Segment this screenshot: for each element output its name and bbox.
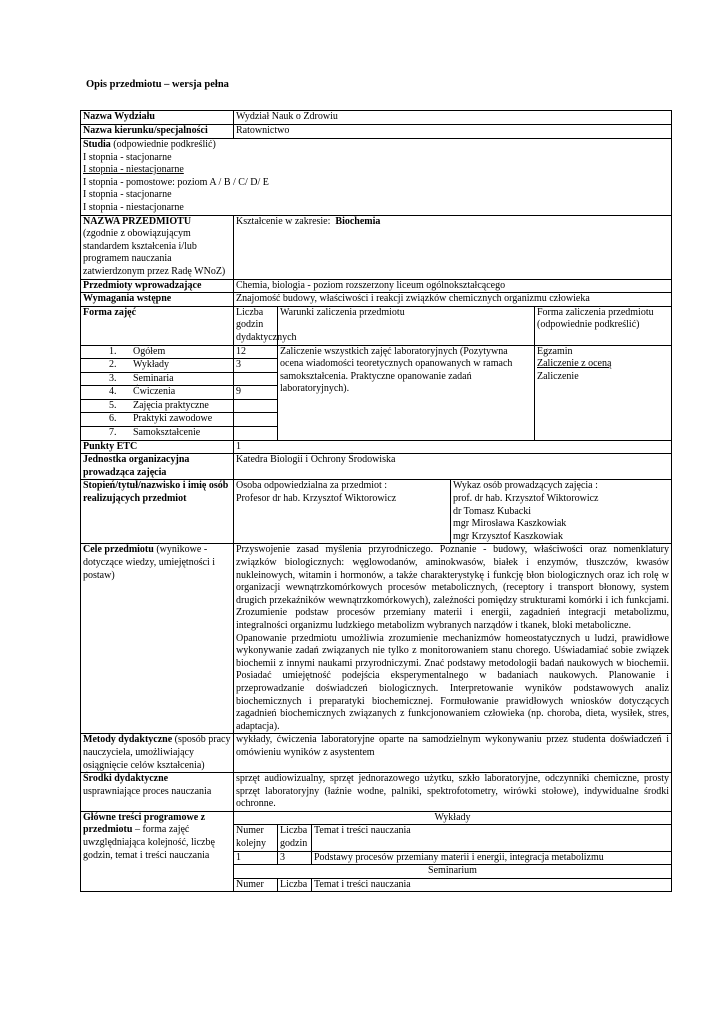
form-row-num: 6. [109,413,117,425]
forms-label: Forma zajęć [81,306,234,345]
studies-line: I stopnia - stacjonarne [83,189,172,201]
unit-label: Jednostka organizacyjna prowadząca zajęcia [81,454,234,480]
subject-name: Biochemia [335,215,381,227]
form-row-label: Ćwiczenia [133,386,176,398]
prereq-value: Chemia, biologia - poziom rozszerzony liceum ogólnokształcącego [234,279,672,293]
studies-line: I stopnia - stacjonarne [83,151,172,163]
staff-member: mgr Mirosława Kaszkowiak [453,518,567,530]
goals-cell [234,544,672,734]
lecture-topic: Podstawy procesów przemiany materii i energii, integracja metabolizmu [312,851,672,865]
col-topic-header: Temat i treści nauczania [312,878,672,892]
form-row-name [81,386,234,400]
unit-value: Katedra Biologii i Ochrony Środowiska [234,454,672,480]
form-row-hours [234,372,278,386]
aids-label-cell [81,773,234,812]
form-row-hours: 12 [234,345,278,359]
staff-label: Stopień/tytuł/nazwisko i imię osób realizujących przedmiot [81,480,234,544]
form-row-label: Samokształcenie [133,427,201,439]
subject-prefix: Kształcenie w zakresie: [236,215,331,227]
subject-label-cell [81,215,234,279]
form-row-name [81,345,234,359]
form-row-name [81,427,234,441]
content-label-cell [81,811,234,892]
studies-line-selected: I stopnia - niestacjonarne [83,164,184,176]
form-row-num: 7. [109,427,117,439]
type-pass: Zaliczenie [537,370,579,382]
form-row-num: 5. [109,399,117,411]
col-hours-header: Liczba [278,878,312,892]
form-row-num: 2. [109,359,117,371]
col-hours-header: Liczba godzin [278,825,312,851]
staff-member: dr Tomasz Kubacki [453,505,531,517]
studies-line: I stopnia - niestacjonarne [83,201,184,213]
hours-header: Liczba godzin dydaktycznych [234,306,278,345]
form-row-hours [234,413,278,427]
form-row-name [81,399,234,413]
form-row-num: 4. [109,386,117,398]
subject-note: (zgodnie z obowiązującym standardem kształcenia i/lub programem nauczania zatwierdzonym przez Radę WNoZ) [83,228,226,277]
conditions-text: Zaliczenie wszystkich zajęć laboratoryjnych (Pozytywna ocena wiadomości teoretycznych opanowanych w ramach samokształcenia. Praktyczne opanowanie zadań laboratoryjnych). [278,345,535,440]
form-row-label: Wykłady [133,359,170,371]
goals-label: Cele przedmiotu [83,544,154,556]
requirements-label: Wymagania wstępne [81,293,234,307]
studies-hint: (odpowiednie podkreślić) [113,139,216,150]
seminar-header: Seminarium [234,865,672,879]
form-row-hours [234,427,278,441]
staff-resp-name: Profesor dr hab. Krzysztof Wiktorowicz [236,493,397,505]
subject-value-cell [234,215,672,279]
form-row-label: Zajęcia praktyczne [133,399,209,411]
subject-label: NAZWA PRZEDMIOTU [83,215,192,227]
staff-member: mgr Krzysztof Kaszkowiak [453,530,563,542]
goals-label-cell [81,544,234,734]
form-row-label: Praktyki zawodowe [133,413,213,425]
goals-paragraph: Opanowanie przedmiotu umożliwia zrozumienie mechanizmów homeostatycznych u ludzi, prawidłowe wykonywanie zadań związanych nie tylko z monitorowaniem stanu chorego. Uświadamiać sobie związek biochemii z innymi naukami przyrodniczymi. Znać podstawy metodologii badań naukowych w biochemii. Posiadać umiejętność podejścia eksperymentalnego w badaniach naukowych. Planowanie i przeprowadzanie doświadczeń biologicznych. Interpretowanie wyników podstawowych analiz biochemicznych i preparatyki biochemicznej. Formułowanie prawidłowych wniosków dotyczących zagadnień biochemicznych związanych z funkcjonowaniem człowieka (np. choroba, dieta, wysiłek, stres, adaptacja). [236,632,669,732]
form-row-num: 1. [109,345,117,357]
studies-cell [81,139,672,216]
col-topic-header: Temat i treści nauczania [312,825,672,851]
content-label: Główne treści programowe z przedmiotu [83,811,206,836]
ects-label: Punkty ETC [81,440,234,454]
aids-note: usprawniające proces nauczania [83,785,212,797]
methods-label: Metody dydaktyczne [83,734,173,746]
form-row-num: 3. [109,372,117,384]
staff-list-header: Wykaz osób prowadzących zajęcia : [453,480,598,492]
methods-note: (sposób pracy nauczyciela, umożliwiający osiągnięcie celów kształcenia) [83,734,231,771]
studies-line: I stopnia - pomostowe: poziom A / B / C/ D/ E [83,176,269,188]
lectures-header: Wykłady [234,811,672,825]
course-description-table [80,110,672,892]
field-label: Nazwa kierunku/specjalności [81,125,234,139]
requirements-value: Znajomość budowy, właściwości i reakcji związków chemicznych organizmu człowieka [234,293,672,307]
prereq-label: Przedmioty wprowadzające [81,279,234,293]
aids-value: sprzęt audiowizualny, sprzęt jednorazowego użytku, szkło laboratoryjne, odczynniki chemiczne, prosty sprzęt laboratoryjny (łaźnie wodne, palniki, spektrofotometry, wirówki stołowe), indywidualne środki ochronne. [234,773,672,812]
ects-value: 1 [234,440,672,454]
staff-list-cell [451,480,672,544]
field-value: Ratownictwo [234,125,672,139]
conditions-header: Warunki zaliczenia przedmiotu [278,306,535,345]
lecture-hours: 3 [278,851,312,865]
form-row-hours [234,399,278,413]
goals-note: (wynikowe - dotyczące wiedzy, umiejętności i postaw) [83,544,216,581]
type-header: Forma zaliczenia przedmiotu (odpowiednie podkreślić) [535,306,672,345]
form-row-label: Seminaria [133,372,174,384]
form-row-name [81,372,234,386]
type-list [535,345,672,440]
methods-value: wykłady, ćwiczenia laboratoryjne oparte na samodzielnym wykonywaniu przez studenta doświadczeń i omówieniu wyników z asystentem [234,734,672,773]
form-row-name [81,413,234,427]
content-note: – forma zajęć uwzględniająca kolejność, liczbę godzin, temat i treści nauczania [83,824,215,861]
studies-label: Studia [83,139,111,150]
aids-label: Środki dydaktyczne [83,773,169,785]
faculty-value: Wydział Nauk o Zdrowiu [234,111,672,125]
page-title: Opis przedmiotu – wersja pełna [86,79,229,90]
form-row-hours: 9 [234,386,278,400]
faculty-label: Nazwa Wydziału [81,111,234,125]
methods-label-cell [81,734,234,773]
staff-member: prof. dr hab. Krzysztof Wiktorowicz [453,493,599,505]
lecture-num: 1 [234,851,278,865]
goals-paragraph: Przyswojenie zasad myślenia przyrodniczego. Poznanie - budowy, właściwości oraz nomenklatury związków biologicznych: węglowodanów, aminokwasów, białek i enzymów, tłuszczów, kwasów nukleinowych, witamin i hormonów, a także charakterystykę i funkcję błon biologicznych oraz ich rolę w organizacji wewnątrzkomórkowych procesów metabolicznych, (receptory i transport błonowy, system drugich przekaźników wewnątrzkomórkowych), zależności pomiędzy strukturami komórki i ich funkcjami. Zrozumienie podstaw procesów przemiany materii i energii, zagadnień integracji metabolizmu, integralności organizmu ludzkiego metabolizm wybranych narządów i tkanek, bloki metaboliczne. [236,544,669,631]
col-num-header: Numer kolejny [234,825,278,851]
type-exam: Egzamin [537,345,573,357]
type-graded: Zaliczenie z oceną [537,358,612,370]
form-row-hours: 3 [234,359,278,373]
form-row-label: Ogółem [133,345,166,357]
col-num-header: Numer [234,878,278,892]
staff-resp-header: Osoba odpowiedzialna za przedmiot : [236,480,388,492]
staff-responsible-cell [234,480,451,544]
form-row-name [81,359,234,373]
